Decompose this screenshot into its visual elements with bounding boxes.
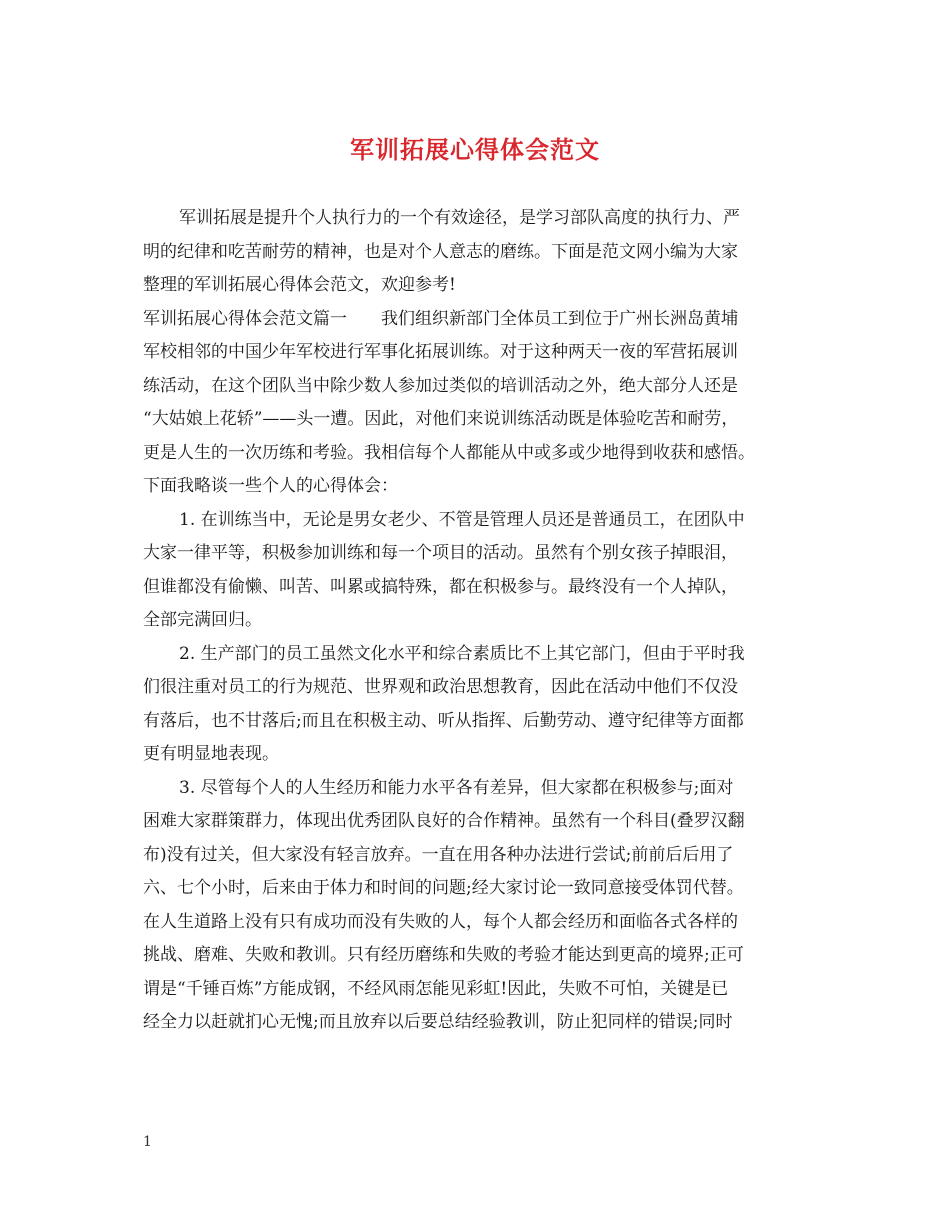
text-line: 更有明显地表现。 [143,744,279,764]
page-number: 1 [143,1134,152,1150]
text-line: 更是人生的一次历练和考验。我相信每个人都能从中或多或少地得到收获和感悟。 [143,442,755,463]
text-line: 但谁都没有偷懒、叫苦、叫累或搞特殊，都在积极参与。最终没有一个人掉队， [143,576,738,597]
text-line: 布)没有过关，但大家没有轻言放弃。一直在用各种办法进行尝试;前前后后用了 [143,844,734,865]
text-line: 整理的军训拓展心得体会范文，欢迎参考! [143,275,456,295]
text-line: 2. 生产部门的员工虽然文化水平和综合素质比不上其它部门，但由于平时我 [179,643,745,664]
text-line: 明的纪律和吃苦耐劳的精神，也是对个人意志的磨练。下面是范文网小编为大家 [143,241,738,262]
document-title: 军训拓展心得体会范文 [350,135,600,164]
text-line: “大姑娘上花轿”——头一遭。因此，对他们来说训练活动既是体验吃苦和耐劳， [143,409,739,429]
text-line: 1. 在训练当中，无论是男女老少、不管是管理人员还是普通员工，在团队中 [179,509,745,530]
text-line: 军训拓展心得体会范文篇一 我们组织新部门全体员工到位于广州长洲岛黄埔 [143,308,738,329]
text-line: 在人生道路上没有只有成功而没有失败的人，每个人都会经历和面临各式各样的 [143,911,738,932]
text-line: 困难大家群策群力，体现出优秀团队良好的合作精神。虽然有一个科目(叠罗汉翻 [143,811,745,831]
text-line: 3. 尽管每个人的人生经历和能力水平各有差异，但大家都在积极参与;面对 [179,777,734,798]
document-body [143,202,808,1040]
text-line: 有落后，也不甘落后;而且在积极主动、听从指挥、后勤劳动、遵守纪律等方面都 [143,710,744,731]
text-line: 军训拓展是提升个人执行力的一个有效途径，是学习部队高度的执行力、严 [179,208,740,228]
text-line: 下面我略谈一些个人的心得体会： [143,476,398,496]
text-line: 军校相邻的中国少年军校进行军事化拓展训练。对于这种两天一夜的军营拓展训 [143,342,738,362]
text-line: 六、七个小时，后来由于体力和时间的问题;经大家讨论一致同意接受体罚代替。 [143,878,744,898]
text-line: 挑战、磨难、失败和教训。只有经历磨练和失败的考验才能达到更高的境界;正可 [143,945,744,965]
text-line: 大家一律平等，积极参加训练和每一个项目的活动。虽然有个别女孩子掉眼泪， [143,543,738,563]
text-line: 全部完满回归。 [143,610,262,630]
text-line: 谓是“千锤百炼”方能成钢，不经风雨怎能见彩虹!因此，失败不可怕，关键是已 [143,978,729,999]
text-line: 练活动，在这个团队当中除少数人参加过类似的培训活动之外，绝大部分人还是 [143,375,738,396]
text-line: 们很注重对员工的行为规范、世界观和政治思想教育，因此在活动中他们不仅没 [143,677,738,697]
text-line: 经全力以赶就扪心无愧;而且放弃以后要总结经验教训，防止犯同样的错误;同时 [143,1012,733,1032]
